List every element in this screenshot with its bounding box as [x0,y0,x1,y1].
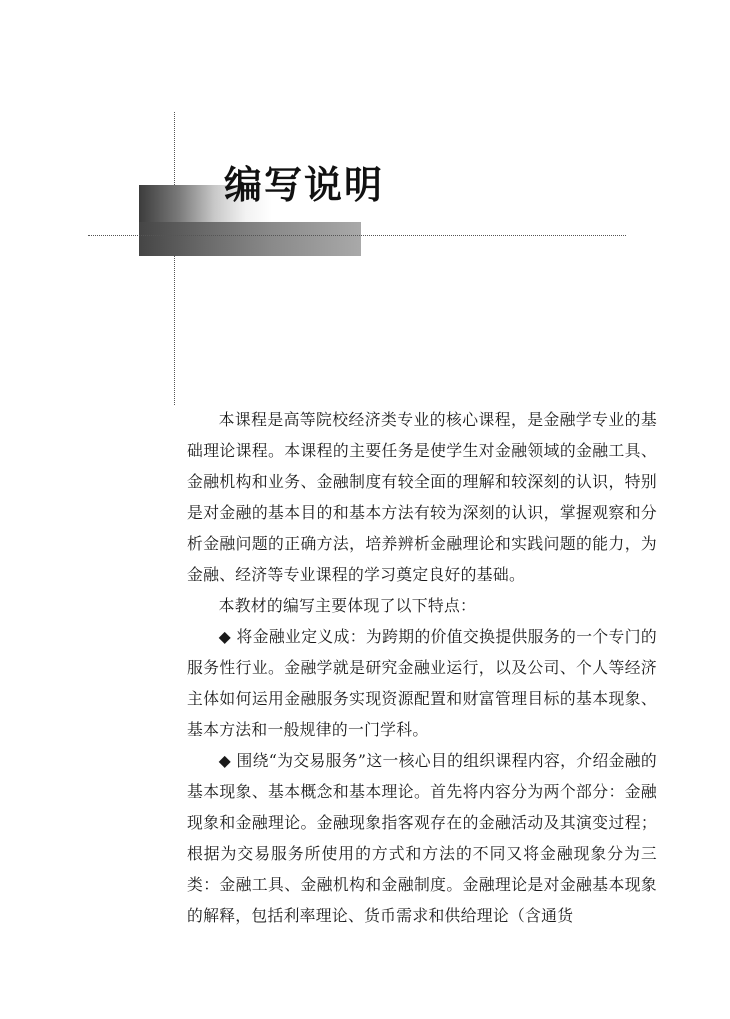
page-title: 编写说明 [224,163,385,207]
vertical-dotted-rule [174,112,175,405]
horizontal-dotted-rule [88,235,626,236]
body-text [187,404,657,931]
paragraph-course-intro: 本课程是高等院校经济类专业的核心课程，是金融学专业的基础理论课程。本课程的主要任务是使学生对金融领域的金融工具、金融机构和业务、金融制度有较全面的理解和较深刻的认识，特别是对金融的基本目的和基本方法有较为深刻的认识，掌握观察和分析金融问题的正确方法，培养辨析金融理论和实践问题的能力，为金融、经济等专业课程的学习奠定良好的基础。 [187,410,657,584]
paragraph-features-lead: 本教材的编写主要体现了以下特点： [218,596,477,615]
paragraph-feature-2: ◆ 围绕“为交易服务”这一核心目的组织课程内容，介绍金融的基本现象、基本概念和基本理论。首先将内容分为两个部分：金融现象和金融理论。金融现象指客观存在的金融活动及其演变过程；根据为交易服务所使用的方式和方法的不同又将金融现象分为三类：金融工具、金融机构和金融制度。金融理论是对金融基本现象的解释，包括利率理论、货币需求和供给理论（含通货 [187,751,657,925]
paragraph-feature-1: ◆ 将金融业定义成：为跨期的价值交换提供服务的一个专门的服务性行业。金融学就是研究金融业运行，以及公司、个人等经济主体如何运用金融服务实现资源配置和财富管理目标的基本现象、基本方法和一般规律的一门学科。 [187,627,657,739]
